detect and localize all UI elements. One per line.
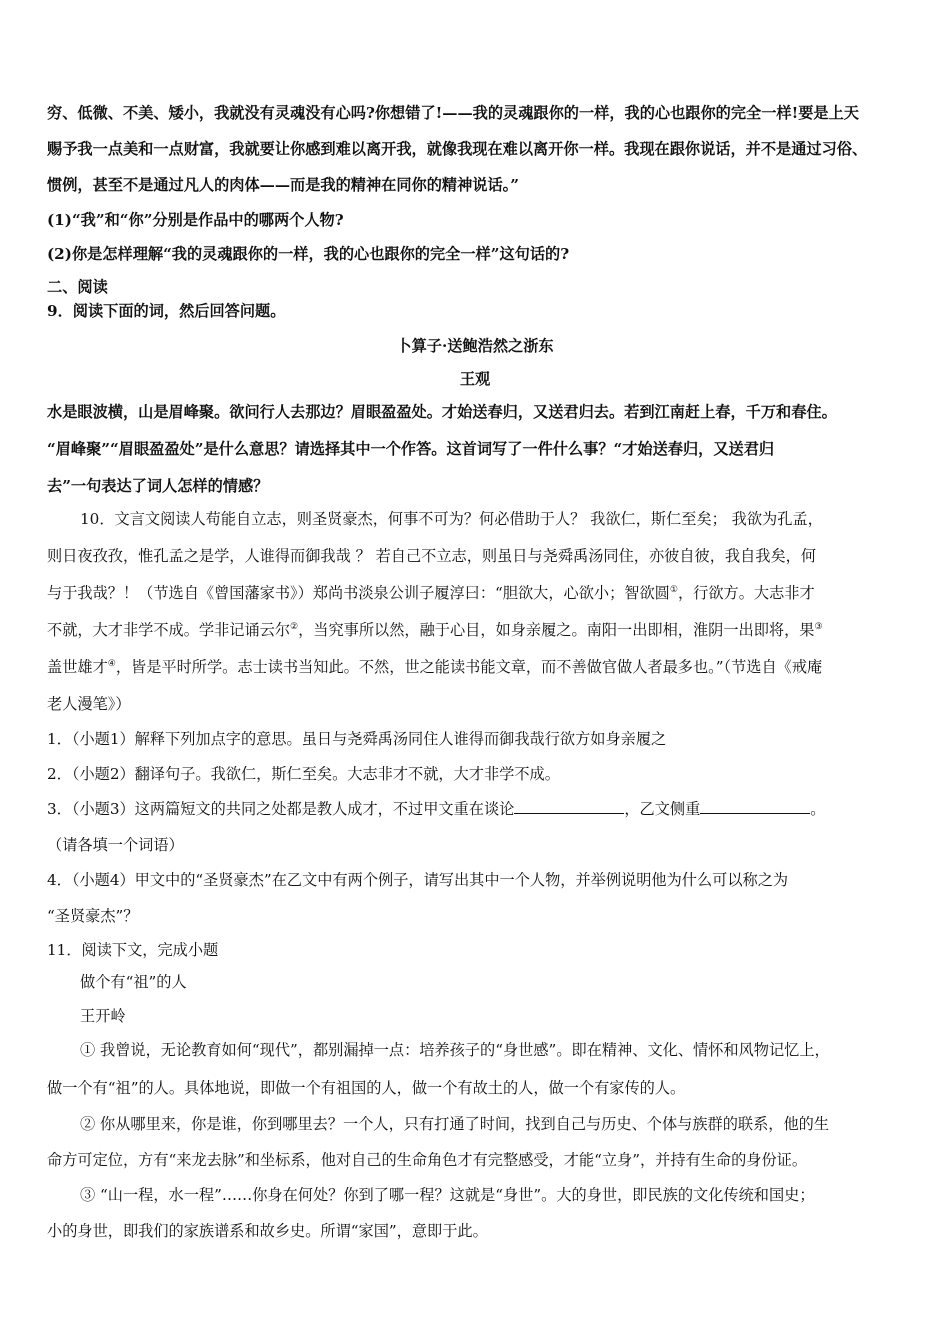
footnote-mark-2: ② — [290, 621, 299, 632]
q10-sq3-text-b: ，乙文侧重 — [624, 800, 701, 818]
story-line-3: 惯例，甚至不是通过凡人的肉体——而是我的精神在同你的精神说话。” — [47, 176, 519, 194]
q10-subquestion-4-line-2: “圣贤豪杰”？ — [47, 907, 139, 925]
q8-subquestion-1: (1)“我”和“你”分别是作品中的哪两个人物? — [47, 211, 344, 229]
q10-subquestion-1: 1．（小题1）解释下列加点字的意思。虽日与尧舜禹汤同住人谁得而御我哉行欲方如身亲履之 — [47, 730, 667, 748]
q8-subquestion-2: (2)你是怎样理解“我的灵魂跟你的一样，我的心也跟你的完全一样”这句话的? — [47, 245, 570, 263]
q10-line-3-text: 与于我哉？！（节选自《曾国藩家书》）郑尚书淡泉公训子履淳曰：“胆欲大，心欲小；智欲圆 — [47, 584, 670, 602]
poem-author: 王观 — [459, 370, 491, 388]
article-paragraph-1-line-2: 做一个有“祖”的人。具体地说，即做一个有祖国的人，做一个有故土的人，做一个有家传的人。 — [47, 1079, 686, 1097]
q10-subquestion-3 — [47, 799, 913, 819]
article-paragraph-2-line-2: 命方可定位，方有“来龙去脉”和坐标系，他对自己的生命角色才有完整感受，才能“立身”，并持有生命的身份证。 — [47, 1151, 808, 1169]
q10-line-4-text-a: 不就，大才非学不成。学非记诵云尔 — [47, 621, 290, 639]
article-paragraph-2-line-1: ② 你从哪里来，你是谁，你到哪里去？一个人，只有打通了时间，找到自己与历史、个体与族群的联系，他的生 — [80, 1115, 830, 1133]
q10-passage-line-6: 老人漫笔》） — [47, 695, 131, 713]
answer-blank-1[interactable] — [514, 799, 624, 814]
section-heading: 二、阅读 — [47, 278, 108, 296]
footnote-mark-1: ① — [669, 584, 678, 595]
q10-passage-line-5 — [47, 657, 913, 677]
q10-line-3-end: ，行欲方。大志非才 — [677, 584, 815, 602]
story-line-2: 赐予我一点美和一点财富，我就要让你感到难以离开我，就像我现在难以离开你一样。我现在跟你说话，并不是通过习俗、 — [47, 140, 868, 158]
q10-line-5-text-b: ，皆是平时所学。志士读书当知此。不然，世之能读书能文章，而不善做官做人者最多也。”（节选自《戒庵 — [115, 658, 823, 676]
poem-title: 卜算子·送鲍浩然之浙东 — [396, 337, 554, 355]
q10-subquestion-4-line-1: 4．（小题4）甲文中的“圣贤豪杰”在乙文中有两个例子，请写出其中一个人物，并举例说明他为什么可以称之为 — [47, 871, 789, 889]
q9-question-line-1: “眉峰聚”“眉眼盈盈处”是什么意思？请选择其中一个作答。这首词写了一件什么事？“才始送春归，又送君归 — [47, 440, 775, 458]
q10-passage-line-2: 则日夜孜孜，惟孔孟之是学，人谁得而御我哉 ？ 若自己不立志，则虽日与尧舜禹汤同住，亦彼自彼，我自我矣，何 — [47, 547, 817, 565]
article-paragraph-1-line-1: ① 我曾说，无论教育如何“现代”，都别漏掉一点：培养孩子的“身世感”。即在精神、文化、情怀和风物记忆上， — [80, 1041, 830, 1059]
q9-prompt: 9．阅读下面的词，然后回答问题。 — [47, 302, 286, 320]
q10-passage-line-3 — [47, 583, 913, 603]
q10-subquestion-2: 2．（小题2）翻译句子。我欲仁，斯仁至矣。大志非才不就，大才非学不成。 — [47, 765, 560, 783]
article-paragraph-3-line-1: ③ “山一程，水一程”……你身在何处？你到了哪一程？这就是“身世”。大的身世，即民族的文化传统和国史； — [80, 1186, 815, 1204]
q10-line-4-text-b: ，当究事所以然，融于心目，如身亲履之。南阳一出即相，淮阴一出即将，果 — [298, 621, 815, 639]
q10-passage-line-4 — [47, 620, 913, 640]
article-title: 做个有“祖”的人 — [80, 973, 187, 991]
article-author: 王开岭 — [80, 1007, 126, 1025]
q10-passage-line-1: 10．文言文阅读人苟能自立志，则圣贤豪杰，何事不可为？何必借助于人？ 我欲仁，斯仁至矣； 我欲为孔孟， — [80, 510, 823, 528]
q10-sq3-text-c: 。 — [810, 800, 826, 818]
q9-question-line-2: 去”一句表达了词人怎样的情感？ — [47, 477, 269, 495]
q10-line-5-text-a: 盖世雄才 — [47, 658, 108, 676]
poem-text: 水是眼波横，山是眉峰聚。欲问行人去那边？眉眼盈盈处。才始送春归，又送君归去。若到江南赶上春，千万和春住。 — [47, 403, 837, 421]
q10-subquestion-3-note: （请各填一个词语） — [47, 836, 184, 854]
footnote-mark-4: ④ — [107, 658, 116, 669]
q11-prompt: 11．阅读下文，完成小题 — [47, 941, 219, 959]
article-paragraph-3-line-2: 小的身世，即我们的家族谱系和故乡史。所谓“家国”，意即于此。 — [47, 1222, 488, 1240]
footnote-mark-3: ③ — [814, 621, 823, 632]
answer-blank-2[interactable] — [700, 799, 810, 814]
q10-sq3-text-a: 3．（小题3）这两篇短文的共同之处都是教人成才，不过甲文重在谈论 — [47, 800, 515, 818]
story-line-1: 穷、低微、不美、矮小，我就没有灵魂没有心吗?你想错了!——我的灵魂跟你的一样，我的心也跟你的完全一样!要是上天 — [47, 104, 859, 122]
